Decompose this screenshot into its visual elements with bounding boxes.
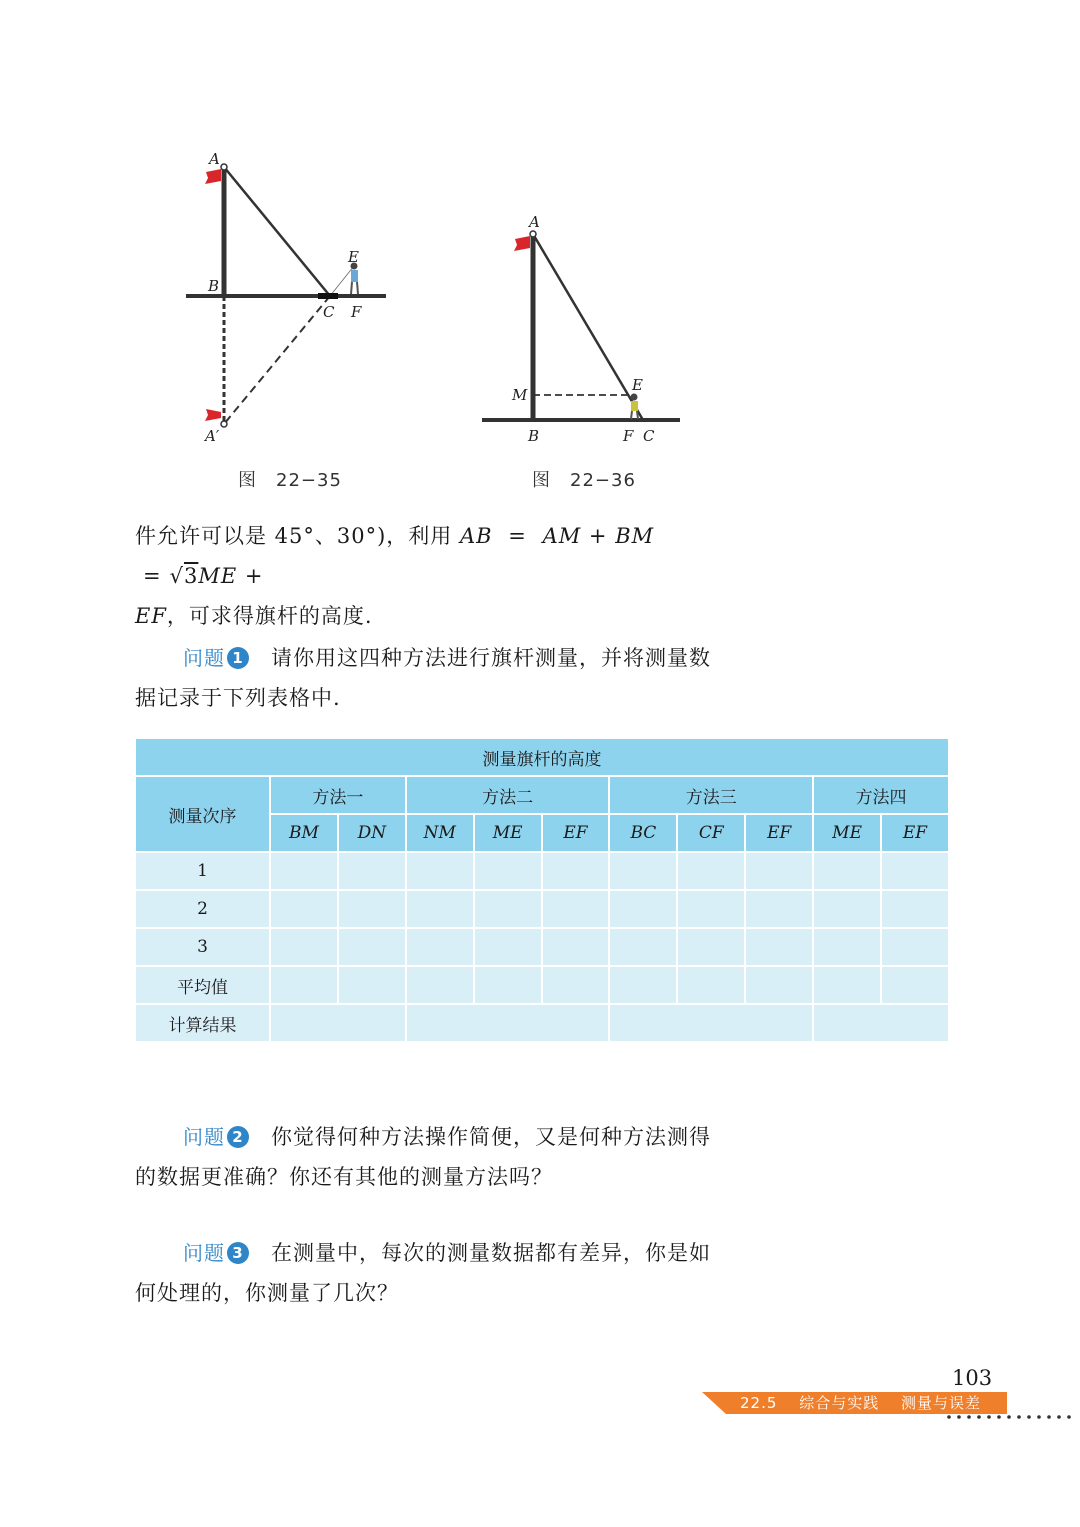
formula-me: ME + [198,564,264,588]
paragraph-text: ，可求得旗杆的高度. [166,604,373,628]
paragraph-line-2 [135,596,755,636]
row-label: 1 [135,852,270,890]
table-cell [474,928,542,966]
figure-22-35 [186,150,386,445]
question-number-badge: 3 [227,1242,249,1264]
question-line-1 [135,1117,755,1157]
caption-22-35 [238,466,342,492]
row-label: 计算结果 [135,1004,270,1042]
flag-icon [205,169,221,184]
table-cell [813,890,881,928]
question-2 [135,1117,755,1197]
table-cell [745,928,813,966]
table-row [135,928,949,966]
section-title: 综合与实践 [799,1394,880,1412]
table-cell [406,890,474,928]
row-header: 测量次序 [135,776,270,852]
label-f: F [623,427,634,445]
table-cell [813,852,881,890]
question-number-badge: 1 [227,647,249,669]
row-label: 平均值 [135,966,270,1004]
method-header: 方法三 [609,776,813,814]
column-header: ME [813,814,881,852]
paragraph-text: 件允许可以是 45°、30°)，利用 [135,524,453,548]
section-number: 22.5 [740,1394,778,1412]
question-number-badge: 2 [227,1126,249,1148]
table-title: 测量旗杆的高度 [135,738,949,776]
table-cell [338,928,406,966]
table-cell [813,928,881,966]
table-cell [881,966,949,1004]
table-cell [677,852,745,890]
equals-sign: = [143,564,162,588]
table-row-result [135,1004,949,1042]
table-cell [270,966,338,1004]
table-cell [542,966,610,1004]
column-header: DN [338,814,406,852]
table-cell [677,890,745,928]
column-header: BM [270,814,338,852]
question-line-1 [135,638,755,678]
method-header: 方法二 [406,776,610,814]
result-cell [813,1004,949,1042]
figure-22-36 [482,213,680,445]
equals-sign: = [508,524,527,548]
table-cell [338,966,406,1004]
table-cell [338,890,406,928]
label-b: B [208,277,220,295]
label-c: C [643,427,655,445]
table-row [135,966,949,1004]
person-icon [351,263,359,295]
caption-number: 22−36 [570,470,636,491]
table-cell [406,966,474,1004]
label-b: B [528,427,540,445]
label-e: E [632,376,643,394]
sqrt-symbol: √ [169,564,184,588]
mirror [318,293,338,299]
table-cell [270,928,338,966]
table-cell [677,966,745,1004]
formula-ef: EF [135,604,167,628]
column-header: NM [406,814,474,852]
question-line-2: 据记录于下列表格中. [135,686,341,710]
line-ca-prime [224,296,330,424]
table-cell [338,852,406,890]
table-row [135,890,949,928]
table-cell [406,928,474,966]
table-cell [406,852,474,890]
flag-icon [514,236,530,251]
table-cell [881,852,949,890]
measurement-table [134,737,950,1043]
table-cell [609,966,677,1004]
label-a: A [529,213,540,231]
question-text: 请你用这四种方法进行旗杆测量，并将测量数 [271,646,711,670]
caption-22-36 [532,466,636,492]
label-a: A [209,150,220,168]
label-m: M [512,386,528,404]
question-text: 你觉得何种方法操作简便，又是何种方法测得 [271,1125,711,1149]
row-label: 3 [135,928,270,966]
line-ac [533,234,643,420]
label-a-prime: A′ [205,427,220,445]
point-a [530,231,536,237]
section-subtitle: 测量与误差 [900,1394,981,1412]
point-a-prime [221,421,227,427]
table-cell [881,890,949,928]
result-cell [270,1004,406,1042]
table-cell [609,890,677,928]
table-cell [813,966,881,1004]
table-cell [542,928,610,966]
point-a [221,164,227,170]
table-cell [542,890,610,928]
column-header: EF [881,814,949,852]
table-cell [609,852,677,890]
column-header: EF [745,814,813,852]
question-3 [135,1233,755,1313]
table-cell [677,928,745,966]
table-cell [270,890,338,928]
person-icon [631,394,639,420]
result-cell [406,1004,610,1042]
method-header: 方法一 [270,776,406,814]
paragraph-line-1 [135,516,755,596]
caption-number: 22−35 [276,470,342,491]
caption-prefix: 图 [238,470,256,491]
paragraph-formula [135,516,755,636]
label-c: C [323,303,335,321]
table-cell [270,852,338,890]
label-f: F [351,303,362,321]
question-line-2: 何处理的，你测量了几次？ [135,1281,399,1305]
formula-ab: AB [460,524,493,548]
table-cell [881,928,949,966]
label-e: E [348,248,359,266]
table-cell [474,852,542,890]
table-cell [474,890,542,928]
line-ac [224,167,330,296]
column-header: BC [609,814,677,852]
table-cell [542,852,610,890]
table-title-row [135,738,949,776]
question-label: 问题 [183,1241,225,1265]
question-label: 问题 [183,1125,225,1149]
method-header: 方法四 [813,776,949,814]
table-cell [745,966,813,1004]
column-header: CF [677,814,745,852]
page-number: 103 [952,1366,993,1390]
footer-dots [946,1414,1076,1420]
table-cell [745,852,813,890]
formula-am-bm: AM + BM [542,524,655,548]
section-band-text [740,1392,981,1414]
result-cell [609,1004,813,1042]
table-cell [609,928,677,966]
table-cell [745,890,813,928]
row-label: 2 [135,890,270,928]
question-line-1 [135,1233,755,1273]
column-header: EF [542,814,610,852]
table-cell [474,966,542,1004]
flag-reflection-icon [205,409,221,421]
question-text: 在测量中，每次的测量数据都有差异，你是如 [271,1241,711,1265]
method-header-row [135,776,949,814]
figures [0,0,1080,520]
sqrt-value: 3 [184,564,199,588]
question-label: 问题 [183,646,225,670]
table-row [135,852,949,890]
question-1 [135,638,755,718]
question-line-2: 的数据更准确？你还有其他的测量方法吗？ [135,1165,553,1189]
column-header: ME [474,814,542,852]
caption-prefix: 图 [532,470,550,491]
